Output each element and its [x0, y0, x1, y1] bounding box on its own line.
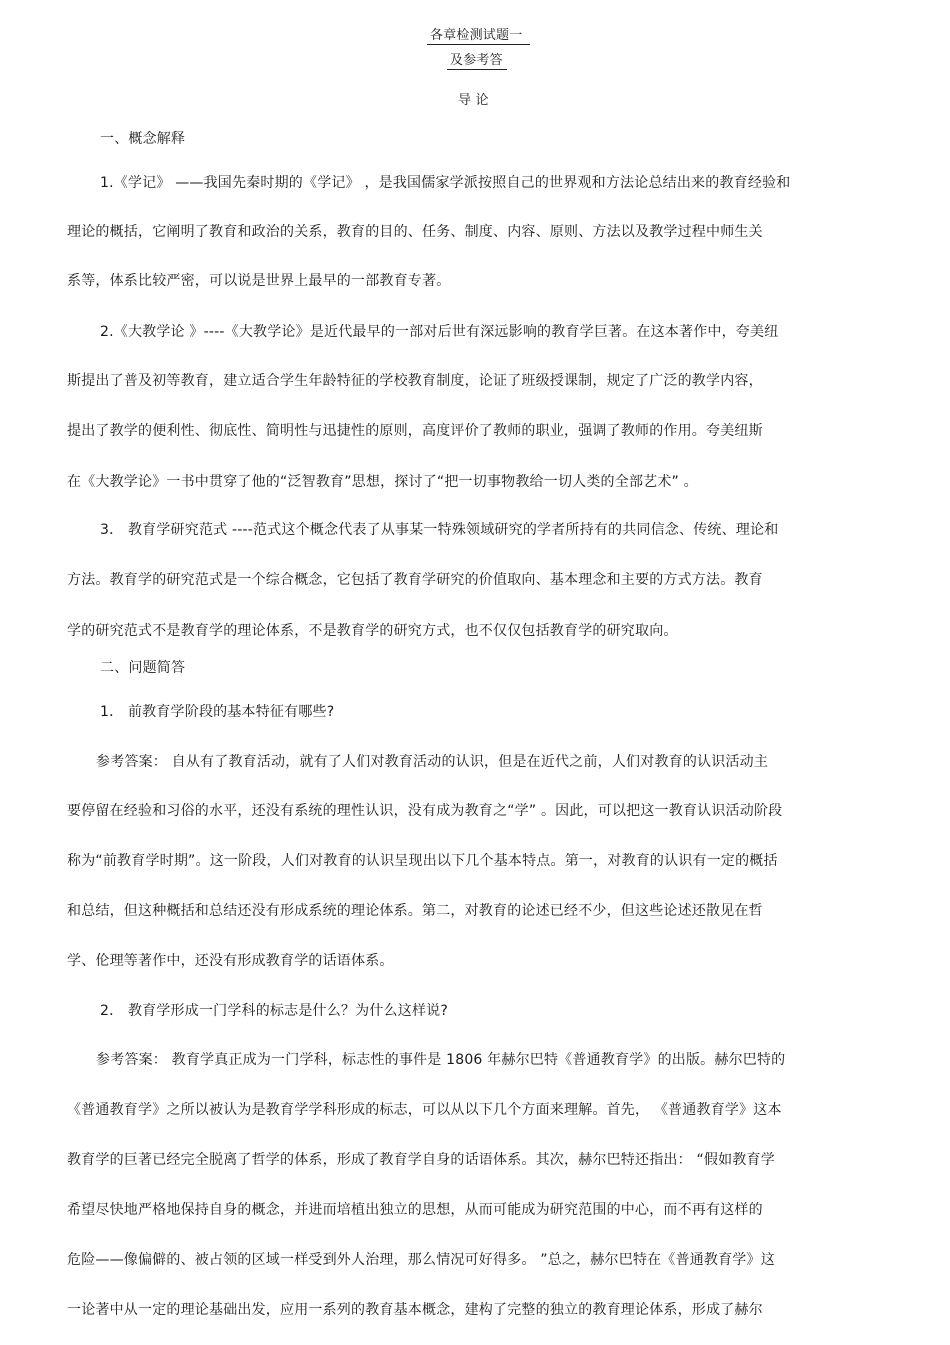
heading-questions: 二、问题简答: [100, 660, 186, 676]
answer-1-line3: 称为“前教育学时期”。这一阶段，人们对教育的认识呈现出以下几个基本特点。第一，对教育的认识有一定的概括: [67, 853, 778, 869]
para-dajiaoxuelun-line3: 提出了教学的便利性、彻底性、简明性与迅捷性的原则，高度评价了教师的职业，强调了教师的作用。夸美纽斯: [67, 423, 763, 439]
title-underline-2: [447, 69, 507, 70]
answer-1-line4: 和总结，但这种概括和总结还没有形成系统的理论体系。第二，对教育的论述已经不少，但这些论述还散见在哲: [67, 903, 763, 919]
para-xueji-line1: 1.《学记》 ——我国先秦时期的《学记》 ，是我国儒家学派按照自己的世界观和方法论总结出来的教育经验和: [100, 175, 791, 191]
answer-2-line2: 《普通教育学》之所以被认为是教育学学科形成的标志，可以从以下几个方面来理解。首先， 《普通教育学》这本: [67, 1102, 782, 1118]
answer-1-line5: 学、伦理等著作中，还没有形成教育学的话语体系。: [67, 953, 394, 969]
doc-title-line1: 各章检测试题一: [430, 28, 523, 43]
para-paradigm-line1: 3． 教育学研究范式 ----范式这个概念代表了从事某一特殊领域研究的学者所持有的共同信念、传统、理论和: [100, 522, 779, 538]
para-dajiaoxuelun-line2: 斯提出了普及初等教育，建立适合学生年龄特征的学校教育制度，论证了班级授课制，规定了广泛的教学内容，: [67, 373, 763, 389]
doc-title-line2: 及参考答: [450, 53, 503, 68]
para-dajiaoxuelun-line4: 在《大教学论》一书中贯穿了他的“泛智教育”思想，探讨了“把一切事物教给一切人类的全部艺术” 。: [67, 474, 698, 490]
answer-2-line4: 希望尽快地严格地保持自身的概念，并进而培植出独立的思想，从而可能成为研究范围的中心，而不再有这样的: [67, 1202, 763, 1218]
answer-1-line2: 要停留在经验和习俗的水平，还没有系统的理性认识，没有成为教育之“学” 。因此，可以把这一教育认识活动阶段: [67, 803, 783, 819]
para-xueji-line2: 理论的概括，它阐明了教育和政治的关系，教育的目的、任务、制度、内容、原则、方法以及教学过程中师生关: [67, 224, 763, 240]
title-underline-1: [427, 44, 530, 45]
para-dajiaoxuelun-line1: 2.《大教学论 》----《大教学论》是近代最早的一部对后世有深远影响的教育学巨著。在这本著作中，夸美纽: [100, 324, 779, 340]
para-paradigm-line3: 学的研究范式不是教育学的理论体系，不是教育学的研究方式，也不仅仅包括教育学的研究取向。: [67, 623, 678, 639]
para-xueji-line3: 系等，体系比较严密，可以说是世界上最早的一部教育专著。: [67, 273, 451, 289]
answer-1-line1: 参考答案： 自从有了教育活动，就有了人们对教育活动的认识，但是在近代之前，人们对教育的认识活动主: [96, 754, 769, 770]
answer-2-line3: 教育学的巨著已经完全脱离了哲学的体系，形成了教育学自身的话语体系。其次，赫尔巴特还指出： “假如教育学: [67, 1152, 775, 1168]
answer-2-line6: 一论著中从一定的理论基础出发，应用一系列的教育基本概念，建构了完整的独立的教育理论体系，形成了赫尔: [67, 1302, 763, 1318]
section-title: 导 论: [458, 93, 489, 108]
question-2: 2． 教育学形成一门学科的标志是什么？为什么这样说?: [100, 1003, 448, 1019]
answer-2-line1: 参考答案： 教育学真正成为一门学科，标志性的事件是 1806 年赫尔巴特《普通教育学》的出版。赫尔巴特的: [96, 1052, 786, 1068]
heading-concepts: 一、概念解释: [100, 131, 186, 147]
answer-2-line5: 危险——像偏僻的、被占领的区域一样受到外人治理，那么情况可好得多。 ”总之，赫尔巴特在《普通教育学》这: [67, 1252, 775, 1268]
para-paradigm-line2: 方法。教育学的研究范式是一个综合概念，它包括了教育学研究的价值取向、基本理念和主要的方式方法。教育: [67, 572, 763, 588]
question-1: 1． 前教育学阶段的基本特征有哪些?: [100, 704, 335, 720]
